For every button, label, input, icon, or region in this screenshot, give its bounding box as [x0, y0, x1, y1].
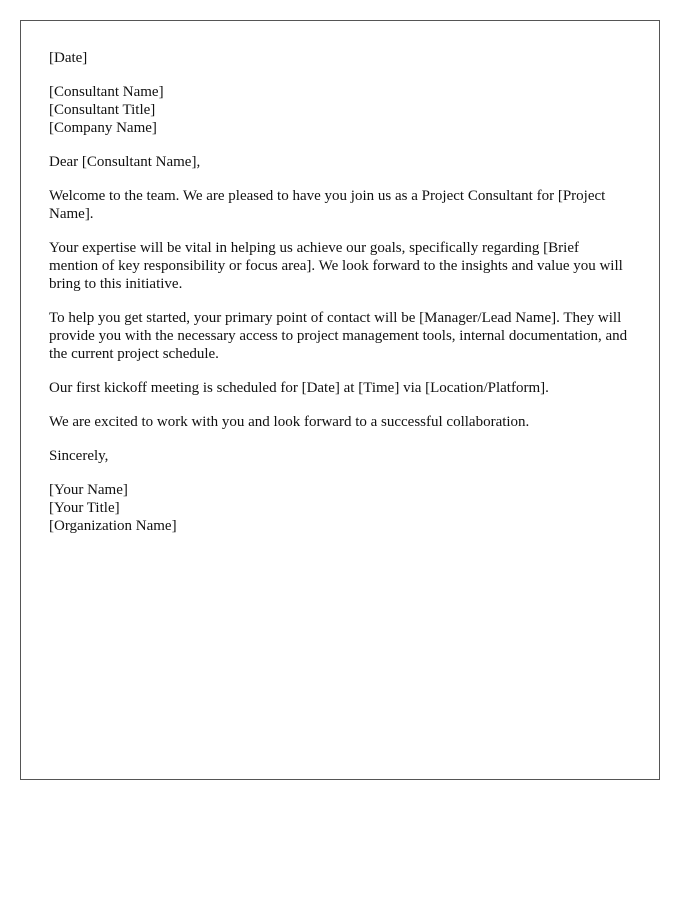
paragraph-kickoff: Our first kickoff meeting is scheduled for [Date] at [Time] via [Location/Platform].: [49, 380, 549, 396]
paragraph-contact: To help you get started, your primary point of contact will be [Manager/Lead Name]. They will provide you with the necessary access to project management tools, internal documentation, and the current project schedule.: [49, 310, 628, 362]
paragraph-welcome: Welcome to the team. We are pleased to have you join us as a Project Consultant for [Project Name].: [49, 188, 606, 222]
letter-page: [20, 20, 660, 780]
sender-title: [Your Title]: [49, 500, 120, 516]
date-text: [Date]: [49, 50, 88, 66]
recipient-title: [Consultant Title]: [49, 102, 156, 118]
paragraph-excited: We are excited to work with you and look forward to a successful collaboration.: [49, 414, 530, 430]
salutation: Dear [Consultant Name],: [49, 154, 201, 170]
recipient-company: [Company Name]: [49, 120, 157, 136]
recipient-address: [49, 83, 631, 137]
sender-signature: [49, 481, 631, 535]
closing: Sincerely,: [49, 448, 109, 464]
recipient-name: [Consultant Name]: [49, 84, 164, 100]
paragraph-expertise: Your expertise will be vital in helping us achieve our goals, specifically regarding [Brief mention of key responsibility or focus area]. We look forward to the insights and value you will bring to this initiative.: [49, 240, 623, 292]
sender-organization: [Organization Name]: [49, 518, 177, 534]
letter-date: [49, 49, 631, 67]
sender-name: [Your Name]: [49, 482, 128, 498]
